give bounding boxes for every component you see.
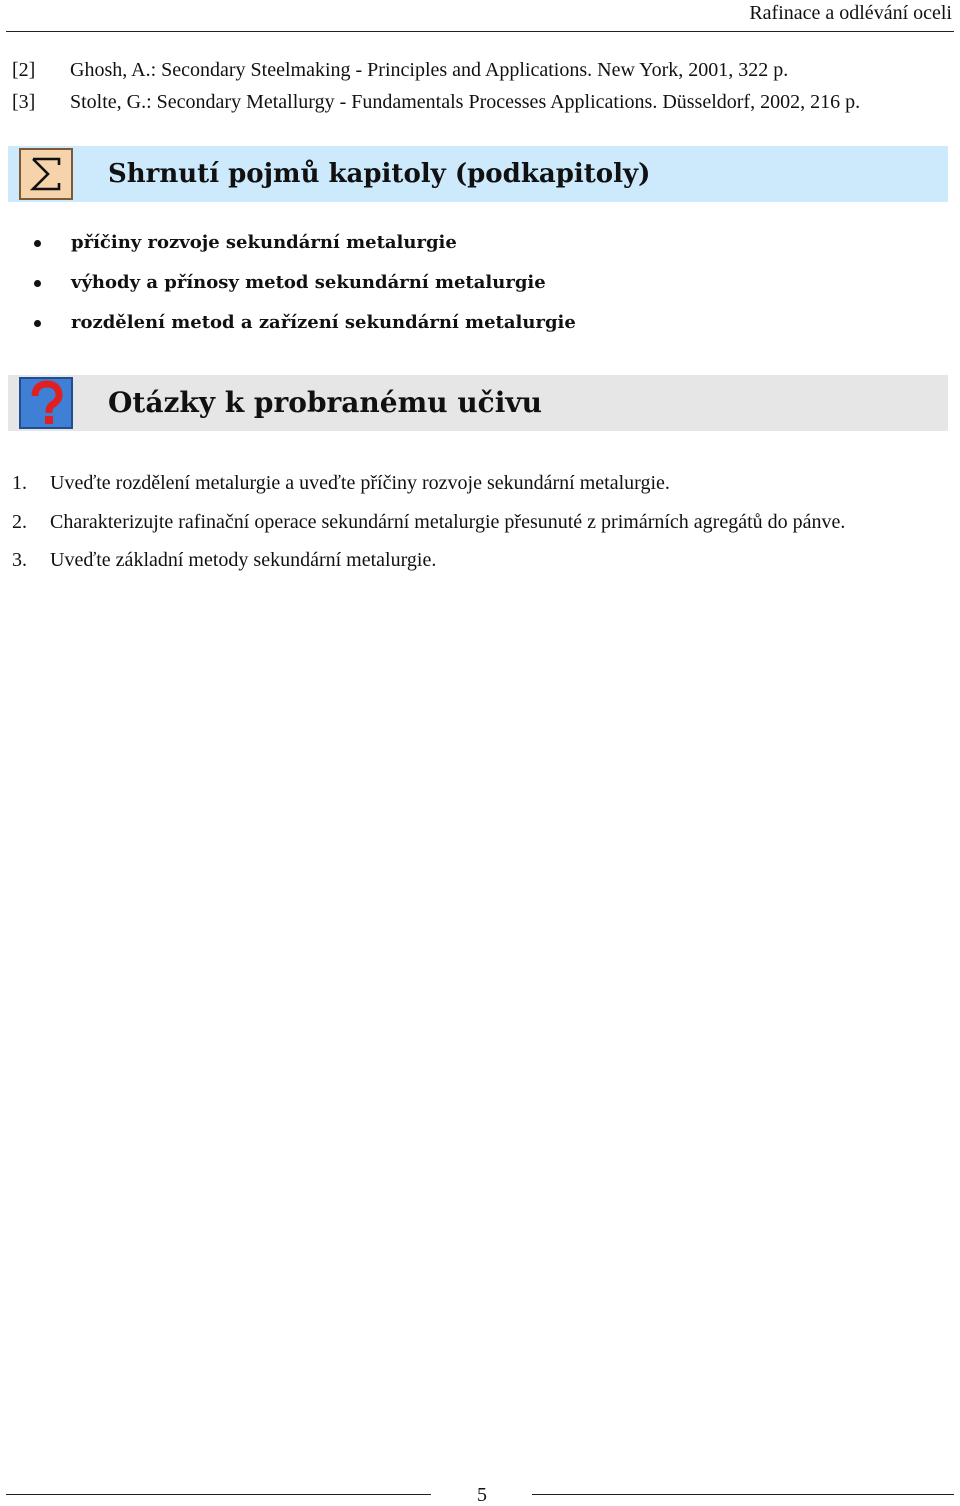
questions-title: Otázky k probranému učivu (108, 386, 542, 419)
question-number: 1. (12, 472, 27, 494)
summary-title: Shrnutí pojmů kapitoly (podkapitoly) (108, 159, 651, 189)
list-item (0, 309, 576, 349)
summary-term: příčiny rozvoje sekundární metalurgie (71, 232, 457, 253)
question-text: Uveďte základní metody sekundární metalurgie. (50, 549, 437, 571)
summary-section-bar (8, 146, 948, 202)
running-header-title: Rafinace a odlévání oceli (749, 2, 952, 24)
list-item (0, 229, 576, 269)
page-number: 5 (477, 1484, 487, 1506)
summary-term-list (0, 229, 576, 349)
question-text: Uveďte rozdělení metalurgie a uveďte příčiny rozvoje sekundární metalurgie. (50, 472, 670, 494)
question-number: 3. (12, 549, 27, 571)
reference-text: Ghosh, A.: Secondary Steelmaking - Principles and Applications. New York, 2001, 322 p. (70, 59, 789, 81)
reference-number: [3] (12, 91, 36, 113)
summary-term: rozdělení metod a zařízení sekundární metalurgie (71, 312, 576, 333)
sigma-icon (19, 148, 73, 200)
questions-section-bar (8, 375, 948, 431)
bullet-icon (34, 240, 41, 247)
footer-divider-right (532, 1494, 954, 1495)
question-mark-icon (19, 377, 73, 429)
header-divider (6, 31, 954, 32)
bullet-icon (34, 280, 41, 287)
footer-divider-left (6, 1494, 431, 1495)
reference-number: [2] (12, 59, 36, 81)
reference-item (12, 90, 860, 114)
question-number: 2. (12, 510, 27, 533)
bullet-icon (34, 320, 41, 327)
summary-term: výhody a přínosy metod sekundární metalurgie (71, 272, 546, 293)
list-item (0, 269, 576, 309)
reference-text: Stolte, G.: Secondary Metallurgy - Fundamentals Processes Applications. Düsseldorf, 2002, 216 p. (70, 91, 861, 113)
question-text: Charakterizujte rafinační operace sekundární metalurgie přesunuté z primárních agregátů do pánve. (50, 510, 846, 533)
reference-item (12, 58, 788, 82)
